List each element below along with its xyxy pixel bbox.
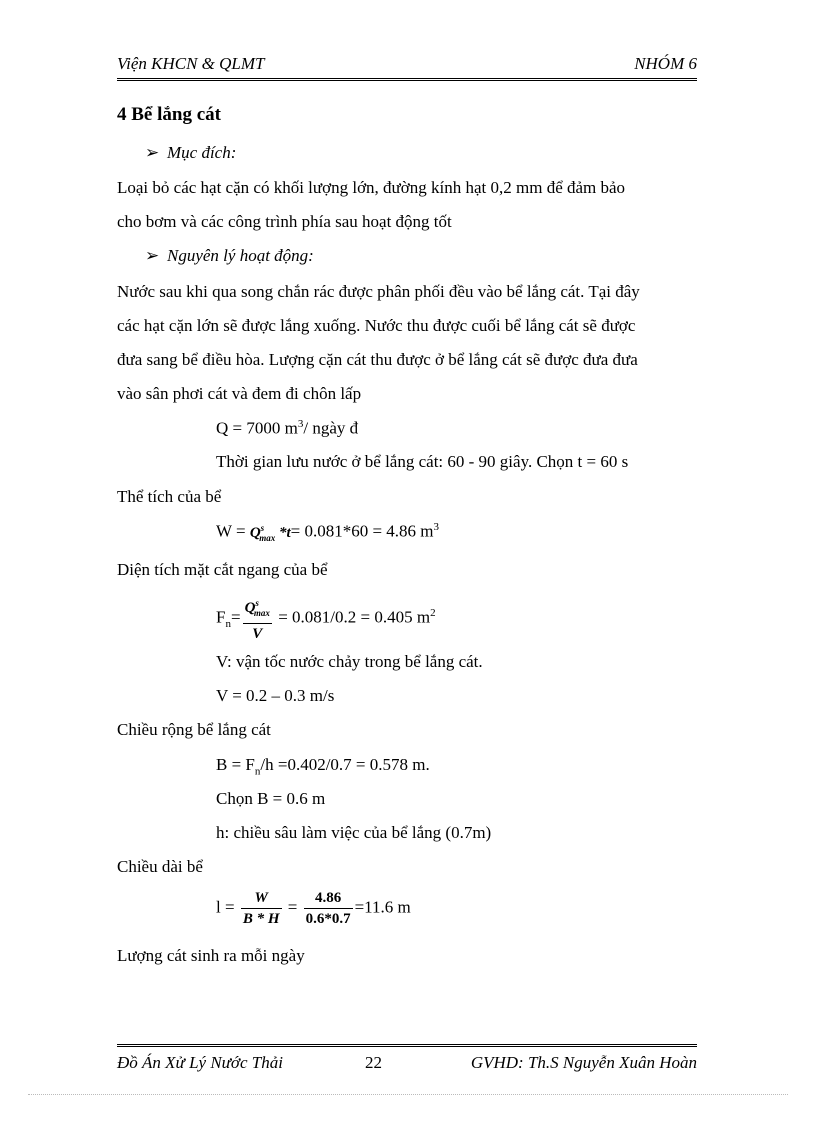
flow-rate: Q = 7000 $m^3/$ ngày đ — [216, 418, 359, 438]
area-formula: $F_n=$ $\frac{Q^s_{max}}{V}$ = 0.081/0.2 = 0.405 $m^2$ — [216, 593, 436, 644]
sand-label: Lượng cát sinh ra mỗi ngày — [117, 946, 305, 965]
length-formula: l = $\frac{W}{B * H}$ = $\frac{4.86}{0.6*0.7}$ =11.6 m — [216, 890, 411, 927]
page-header — [117, 52, 697, 81]
principle-line-3: đưa sang bể điều hòa. Lượng cặn cát thu được ở bể lắng cát sẽ được đưa đưa — [117, 350, 638, 369]
volume-label: Thể tích của bể — [117, 487, 222, 506]
footer-title: Đồ Án Xử Lý Nước Thải — [117, 1053, 283, 1072]
principle-line-4: vào sân phơi cát và đem đi chôn lấp — [117, 384, 362, 403]
area-fraction: $\frac{Q^s_{max}}{V}$ — [243, 593, 272, 644]
arrow-bullet-icon: ➢ — [145, 246, 160, 265]
bullet-principle-label: Nguyên lý hoạt động: — [167, 246, 314, 265]
length-label: Chiều dài bể — [117, 857, 203, 876]
page-footer — [117, 1044, 697, 1075]
width-label: Chiều rộng bể lắng cát — [117, 720, 271, 739]
width-choice: Chọn B = 0.6 m — [216, 789, 326, 808]
purpose-line-2: cho bơm và các công trình phía sau hoạt động tốt — [117, 212, 452, 231]
length-fraction-numeric: $\frac{4.86}{0.6*0.7}$ — [305, 890, 351, 927]
area-label: Diện tích mặt cắt ngang của bể — [117, 560, 328, 579]
principle-line-1: Nước sau khi qua song chắn rác được phân phối đều vào bể lắng cát. Tại đây — [117, 282, 640, 301]
purpose-line-1: Loại bỏ các hạt cặn có khối lượng lớn, đường kính hạt 0,2 mm để đảm bảo — [117, 178, 626, 197]
bullet-principle — [145, 246, 314, 266]
principle-line-2: các hạt cặn lớn sẽ được lắng xuống. Nước thu được cuối bể lắng cát sẽ được — [117, 316, 636, 335]
page-bottom-border — [28, 1094, 788, 1095]
header-institute: Viện KHCN & QLMT — [117, 54, 265, 73]
volume-formula: $W = Q^s_{max}$ *t= 0.081*60 = 4.86 $m^3$ — [216, 521, 440, 543]
header-group: NHÓM 6 — [634, 54, 697, 73]
depth-description: h: chiều sâu làm việc của bể lắng (0.7m) — [216, 823, 492, 842]
page-number: 22 — [365, 1053, 382, 1072]
velocity-range: V = 0.2 – 0.3 m/s — [216, 686, 335, 705]
width-formula: $B = F_n/h =0.402/0.7 = 0.578$ m. — [216, 755, 430, 778]
footer-supervisor: GVHD: Th.S Nguyễn Xuân Hoàn — [470, 1053, 697, 1072]
retention-time: Thời gian lưu nước ở bể lắng cát: 60 - 90 giây. Chọn t = 60 s — [216, 452, 629, 471]
arrow-bullet-icon: ➢ — [145, 143, 160, 162]
bullet-purpose — [145, 143, 236, 163]
velocity-description: V: vận tốc nước chảy trong bể lắng cát. — [216, 652, 483, 671]
q-max-symbol: $Q^s_{max}$ *t — [249, 522, 291, 543]
section-title: 4 Bể lắng cát — [117, 104, 221, 125]
bullet-purpose-label: Mục đích: — [167, 143, 237, 162]
length-fraction-symbolic: $\frac{W}{B * H}$ — [242, 890, 280, 927]
